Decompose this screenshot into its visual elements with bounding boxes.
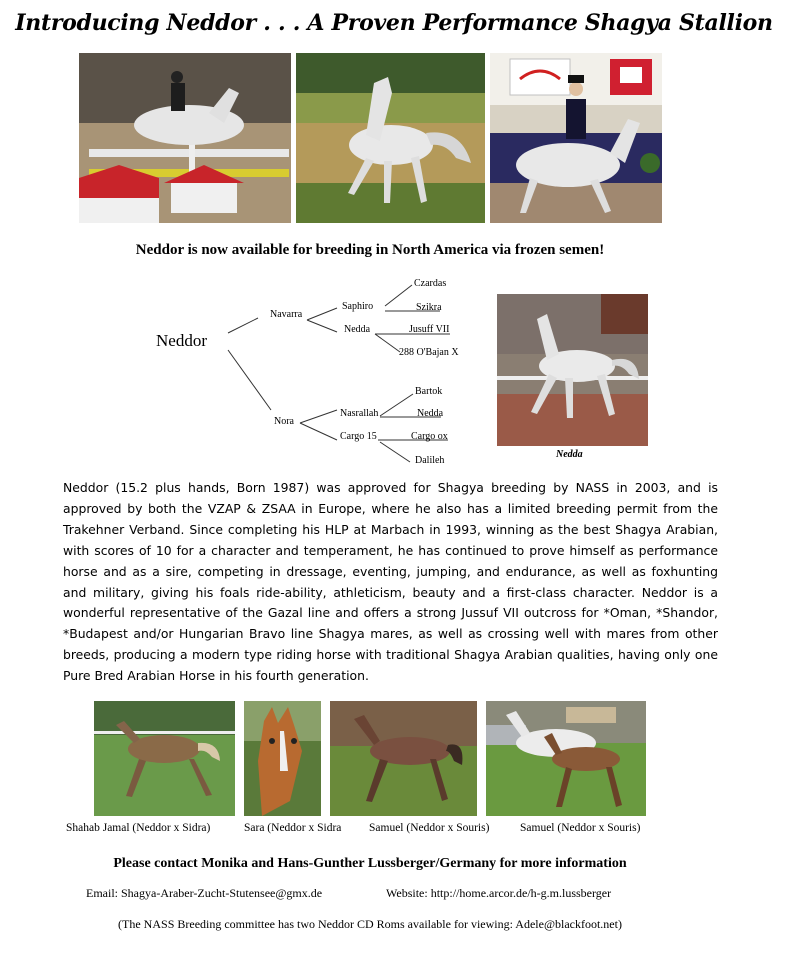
pedigree-dd-sire: Cargo ox	[411, 431, 448, 442]
photo-trotting	[296, 53, 485, 223]
frozen-semen-announcement: Neddor is now available for breeding in North America via frozen semen!	[135, 242, 605, 258]
pedigree-dd-dam: Dalileh	[415, 455, 445, 466]
photo-samuel-2	[486, 701, 646, 816]
pedigree-sire-dam: Nedda	[344, 324, 371, 335]
website-link[interactable]: Website: http://home.arcor.de/h-g.m.lussberger	[386, 886, 612, 900]
pedigree-dam-dam: Cargo 15	[340, 431, 377, 442]
pedigree-dam-sire: Nasrallah	[340, 408, 379, 419]
cd-rom-note: (The NASS Breeding committee has two Neddor CD Roms available for viewing: Adele@blackfoot.net)	[118, 917, 622, 931]
pedigree-sd-dam: 288 O'Bajan X	[399, 347, 459, 358]
photo-shahab-jamal	[94, 701, 235, 816]
pedigree-sire-sire: Saphiro	[342, 301, 374, 312]
caption-sara: Sara (Neddor x Sidra	[244, 822, 342, 834]
pedigree-ss-sire: Czardas	[414, 278, 447, 289]
caption-shahab-jamal: Shahab Jamal (Neddor x Sidra)	[66, 822, 211, 834]
pedigree-ds-sire: Bartok	[415, 386, 443, 397]
page-title: Introducing Neddor . . . A Proven Performance Shagya Stallion	[15, 10, 773, 36]
email-link[interactable]: Email: Shagya-Araber-Zucht-Stutensee@gmx.de	[86, 886, 323, 900]
nedda-caption: Nedda	[556, 449, 583, 460]
photo-samuel-1	[330, 701, 477, 816]
description-paragraph: Neddor (15.2 plus hands, Born 1987) was approved for Shagya breeding by NASS in 2003, and is approved by both the VZAP & ZSAA in Europe, where he also has a limited breeding permit from the Trakehner Verband. Since completing his HLP at Marbach in 1993, winning as the best Shagya Arabian, with scores of 10 for a character and temperament, he has continued to prove himself as performance horse and as a sire, competing in dressage, eventing, jumping, and endurance, as well as foxhunting and military, giving his foals ride-ability, athleticism, beauty and a first-class character. Neddor is a wonderful representative of the Gazal line and offers a strong Jussuf VII outcross for *Oman, *Shandor, *Budapest and/or Hungarian Bravo line Shagya mares, as well as crossing well with mares from other breeds, producing a modern type riding horse with traditional Shagya Arabian qualities, having only one Pure Bred Arabian Horse in his fourth generation.	[63, 480, 718, 684]
pedigree-sire: Navarra	[270, 309, 303, 320]
pedigree-dam: Nora	[274, 416, 294, 427]
pedigree-ds-dam: Nedda	[417, 408, 444, 419]
photo-sara	[244, 701, 321, 816]
photo-dressage	[490, 53, 662, 223]
pedigree-root-neddor: Neddor	[156, 331, 207, 350]
pedigree-ss-dam: Szikra	[416, 302, 442, 313]
photo-nedda	[497, 294, 648, 446]
photo-jumping	[79, 53, 291, 223]
caption-samuel-2: Samuel (Neddor x Souris)	[520, 822, 641, 834]
contact-heading: Please contact Monika and Hans-Gunther Lussberger/Germany for more information	[113, 856, 627, 871]
pedigree-sd-sire: Jusuff VII	[409, 324, 450, 335]
caption-samuel-1: Samuel (Neddor x Souris)	[369, 822, 490, 834]
